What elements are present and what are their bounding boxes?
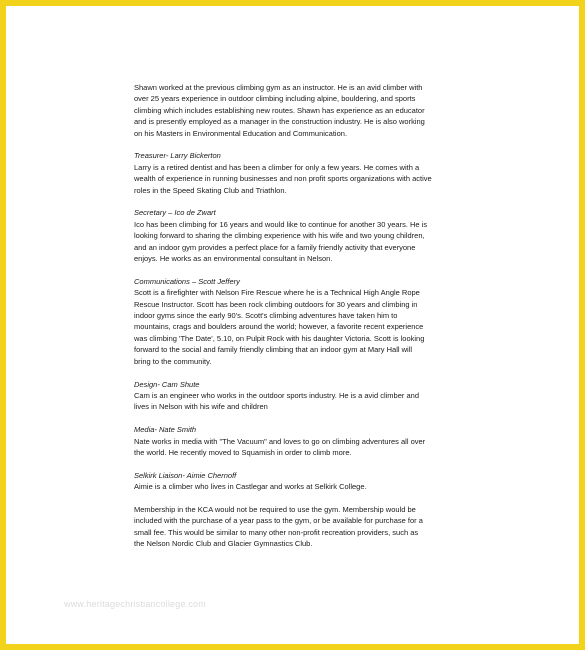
role-description: Scott is a firefighter with Nelson Fire Rescue where he is a Technical High Angle Rope Rescue Instructor. Scott has been rock climbing outdoors for 30 years and climbing in indoor gyms since the early 90's. Scott's climbing adventures have taken him to mountains, crags and boulders around the world; however, a favorite recent experience was climbing 'The Date', 5.10, on Pulpit Rock with his daughter Victoria. Scott is looking forward to the social and family friendly climbing that an indoor gym at Mary Hall will bring to the community.	[134, 288, 425, 366]
role-heading: Selkirk Liaison- Aimie Chernoff	[134, 470, 237, 480]
section-selkirk-liaison	[134, 470, 440, 493]
intro-paragraph: Shawn worked at the previous climbing gym as an instructor. He is an avid climber with over 25 years experience in outdoor climbing including alpine, bouldering, and sports climbing which includes establishing new routes. Shawn has experience as an educator and is presently employed as a manager in the construction industry. He is also working on his Masters in Environmental Education and Communication.	[134, 83, 425, 138]
role-heading: Communications – Scott Jeffery	[134, 276, 240, 286]
role-description: Larry is a retired dentist and has been a climber for only a few years. He comes with a wealth of experience in running businesses and non profit sports organizations with active roles in the Speed Skating Club and Triathlon.	[134, 162, 432, 195]
section-design	[134, 379, 440, 413]
role-heading: Design- Cam Shute	[134, 379, 200, 389]
section-media	[134, 424, 440, 458]
role-description: Ico has been climbing for 16 years and would like to continue for another 30 years. He is looking forward to sharing the climbing experience with his wife and two young children, and an indoor gym provides a perfect place for a family friendly activity that everyone enjoys. He works as an environmental consultant in Nelson.	[134, 219, 428, 264]
document-page	[134, 82, 440, 550]
role-description: Nate works in media with "The Vacuum" and loves to go on climbing adventures all over the world. He recently moved to Squamish in order to climb more.	[134, 436, 426, 457]
role-heading: Treasurer- Larry Bickerton	[134, 151, 221, 161]
watermark-text: www.heritagechristiancollege.com	[64, 599, 206, 609]
role-description: Cam is an engineer who works in the outdoor sports industry. He is a avid climber and lives in Nelson with his wife and children	[134, 390, 419, 412]
section-treasurer	[134, 150, 440, 196]
role-heading: Media- Nate Smith	[134, 425, 197, 435]
section-communications	[134, 276, 440, 367]
closing-paragraph: Membership in the KCA would not be required to use the gym. Membership would be included with the purchase of a year pass to the gym, or be available for purchase for a small fee. This would be similar to many other non-profit recreation providers, such as the Nelson Nordic Club and Glacier Gymnastics Club.	[134, 504, 423, 549]
role-heading: Secretary – Ico de Zwart	[134, 208, 216, 218]
section-secretary	[134, 207, 440, 264]
role-description: Aimie is a climber who lives in Castlegar and works at Selkirk College.	[134, 482, 367, 492]
closing-section	[134, 504, 440, 550]
